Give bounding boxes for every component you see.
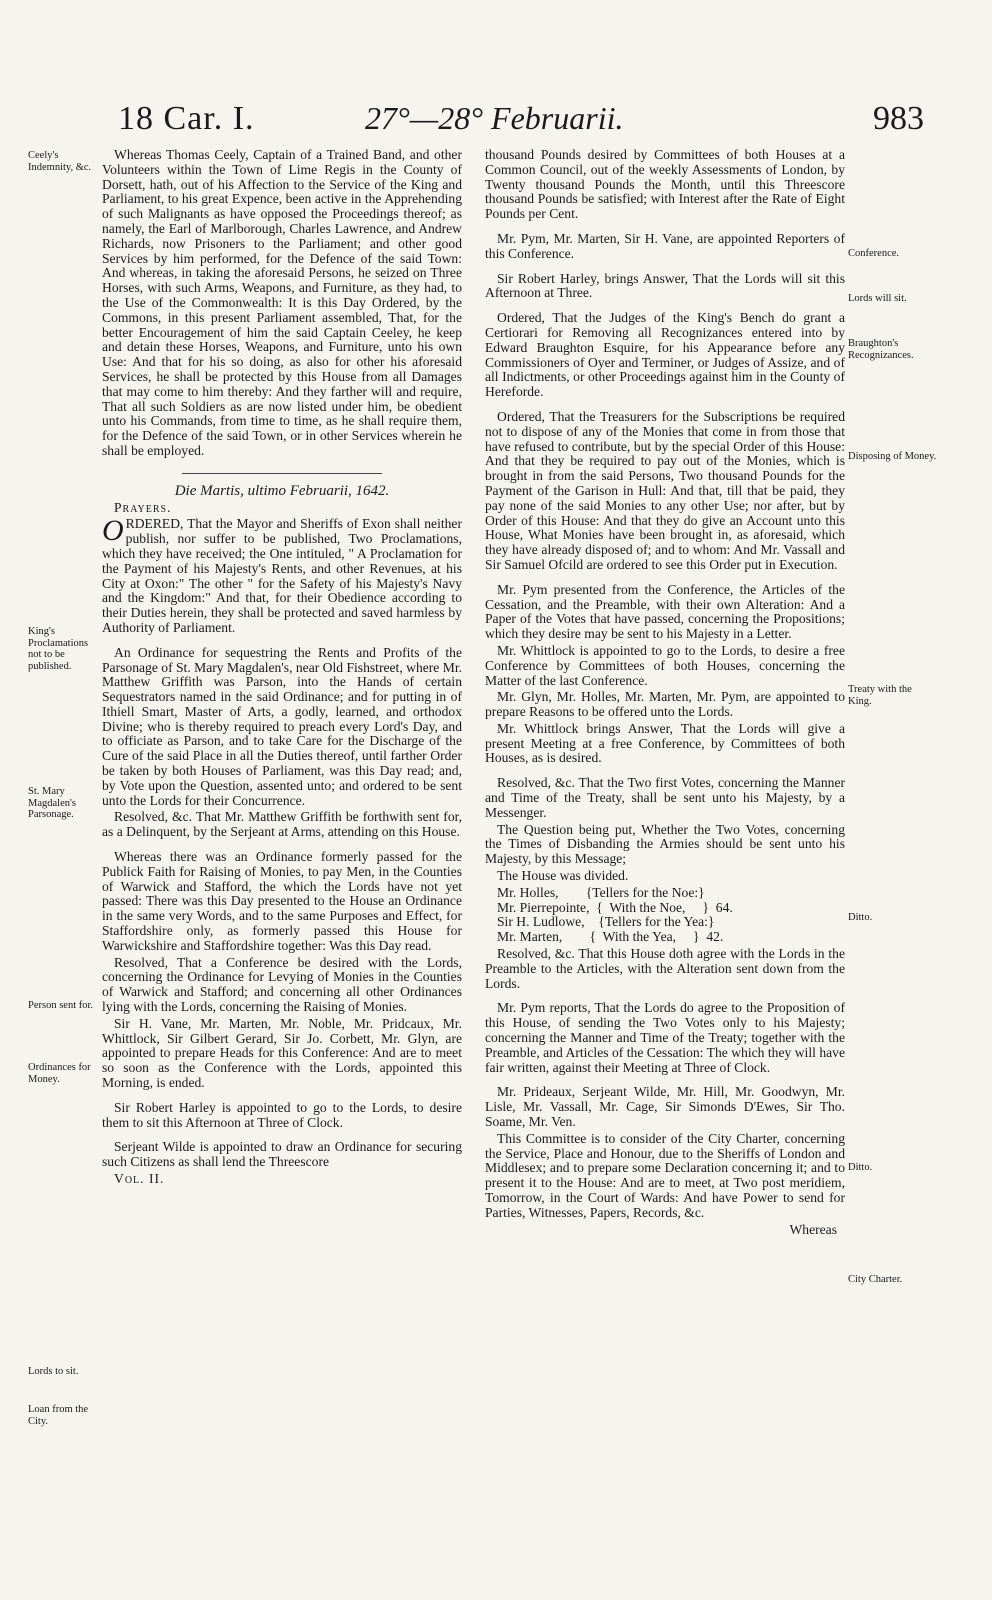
whittlock-appointed: Mr. Whittlock is appointed to go to the Lords, to desire a free Conference by Committees of both Houses, concerning the Matter of the last Conference. (485, 642, 845, 688)
prayers-heading: Prayers. (114, 499, 172, 515)
teller-line: Mr. Marten, { With the Yea, } 42. (497, 929, 724, 945)
page-header (0, 100, 992, 146)
margin-note: Ditto. (848, 912, 873, 923)
whittlock-answer: Mr. Whittlock brings Answer, That the Lords will give a present Meeting at a free Conference, by Committees of both Houses, as is desired. (485, 720, 845, 766)
wilde-paragraph: Serjeant Wilde is appointed to draw an Ordinance for securing such Citizens as shall lend the Threescore (102, 1139, 462, 1170)
heads-committee: Sir H. Vane, Mr. Marten, Mr. Noble, Mr. Pridcaux, Mr. Whittlock, Sir Gilbert Gerard, Sir Jo. Corbett, Mr. Glyn, are appointed to prepare Heads for this Conference: And are to meet so soon as the Conference with the Lords, appointed this Morning, is ended. (102, 1015, 462, 1091)
teller-line: Mr. Pierrepointe, { With the Noe, } 64. (497, 899, 733, 915)
preamble-resolution: Resolved, &c. That this House doth agree with the Lords in the Preamble to the Articles, with the Alteration sent down from the Lords. (485, 946, 845, 991)
catchword: Whereas (789, 1221, 837, 1237)
pym-conference: Mr. Pym presented from the Conference, the Articles of the Cessation, and the Preamble, with their own Alteration: And a Paper of the Votes that have passed, concerning the Propositions; which they desire may be sent to his Majesty in a Letter. (485, 581, 845, 642)
margin-note: Loan from the City. (28, 1404, 89, 1427)
margin-note: Ceely's Indemnity, &c. (28, 150, 92, 173)
certiorari-paragraph: Ordered, That the Judges of the King's Bench do grant a Certiorari for Removing all Recognizances entered into by Edward Braughton Esquire, for his Appearance before any Commissioners of Oyer and Terminer, or Judges of Assize, and of all Indictments, or other Proceedings against him in the County of Hereforde. (485, 310, 845, 400)
drop-cap: O (102, 514, 124, 548)
ceely-paragraph: Whereas Thomas Ceely, Captain of a Trained Band, and other Volunteers within the Town of Lime Regis in the County of Dorsett, hath, out of his Affection to the Service of the King and Parliament, to his great Expence, been active in the Apprehending of such Malignants as have opposed the Proceedings thereof; as namely, the Earl of Marlborough, Charles Lawrence, and Andrew Richards, now Prisoners to the Parliament; and other good Services by him performed, for the Defence of the said Town: And whereas, in taking the aforesaid Persons, he seized on Three Horses, with such Arms, Weapons, and Furniture, as they had, to the Use of the Commonwealth: It is this Day Ordered, by the Commons, in this present Parliament assembled, That, for the better Encouragement of him the said Captain Ceeley, he keep and detain these Horses, Weapons, and Furniture, unto his own Use: And that for his so doing, as also for other his aforesaid Services, he shall be protected by this House from all Damages that may come to him thereby: And they farther will and require, That all such Soldiers as are now listed under him, be obedient unto his Commands, from time to time, as he shall require them, for the Defence of the said Town, or in other Services wherein he shall be employed. (102, 147, 462, 458)
margin-note: Ditto. (848, 1162, 873, 1173)
margin-note: St. Mary Magdalen's Parsonage. (28, 786, 76, 820)
margin-note: Lords to sit. (28, 1366, 79, 1377)
date-heading: 27°—28° Februarii. (365, 100, 624, 136)
margin-note: Disposing of Money. (848, 451, 937, 462)
left-column (102, 148, 462, 1189)
page-number: 983 (873, 100, 924, 137)
margin-note: Ordinances for Money. (28, 1062, 91, 1085)
margin-note: Treaty with the King. (848, 684, 912, 707)
section-divider (182, 473, 382, 474)
tellers-block (497, 886, 845, 945)
margin-note: Lords will sit. (848, 293, 907, 304)
margin-note: Person sent for. (28, 1000, 94, 1011)
reasons-committee: Mr. Glyn, Mr. Holles, Mr. Marten, Mr. Pym, are appointed to prepare Reasons to be offered unto the Lords. (485, 689, 845, 720)
charter-paragraph: This Committee is to consider of the City Charter, concerning the Service, Place and Honour, due to the Sheriffs of London and Middlesex; and to prepare some Declaration concerning it; and to present it to the House: And are to meet, at Two post meridiem, Tomorrow, in the Court of Wards: And have Power to send for Parties, Witnesses, Papers, Records, &c. (485, 1130, 845, 1220)
division-line: The House was divided. (497, 868, 629, 884)
parsonage-paragraph: An Ordinance for sequestring the Rents and Profits of the Parsonage of St. Mary Magdalen's, near Old Fishstreet, where Mr. Matthew Griffith was Parson, into the Hands of certain Sequestrators named in the said Ordinance; and for putting in of Ithiell Smart, Master of Arts, a godly, learned, and orthodox Divine; who is thereby required to preach every Lord's Day, and to officiate as Parson, and to take Care for the Discharge of the Cure of the said Place in all the Duties thereof, until farther Order be taken by both Houses of Parliament, was this Day read; and, by Vote upon the Question, assented unto; and ordered to be sent unto the Lords for their Concurrence. (102, 644, 462, 808)
right-column (485, 148, 845, 1239)
harley-answer: Sir Robert Harley, brings Answer, That the Lords will sit this Afternoon at Three. (485, 270, 845, 301)
teller-line: Mr. Holles, {Tellers for the Noe:} (497, 884, 705, 900)
teller-line: Sir H. Ludlowe, {Tellers for the Yea:} (497, 914, 715, 930)
charter-committee: Mr. Prideaux, Serjeant Wilde, Mr. Hill, Mr. Goodwyn, Mr. Lisle, Mr. Vassall, Mr. Cage, Sir Simonds D'Ewes, Sir Tho. Soame, Mr. Ven. (485, 1084, 845, 1130)
loan-continued: thousand Pounds desired by Committees of both Houses at a Common Council, out of the weekly Assessments of London, by Twenty thousand Pounds the Month, until this Threescore thousand Pounds be satisfied; with Interest after the Rate of Eight Pounds per Cent. (485, 147, 845, 222)
regnal-year: 18 Car. I. (118, 100, 255, 137)
harley-paragraph: Sir Robert Harley is appointed to go to the Lords, to desire them to sit this Afternoon at Three of Clock. (102, 1099, 462, 1130)
question-paragraph: The Question being put, Whether the Two Votes, concerning the Times of Disbanding the Armies should be sent unto his Majesty, by this Message; (485, 821, 845, 867)
treasurers-paragraph: Ordered, That the Treasurers for the Subscriptions be required not to dispose of any of the Monies that come in from those that have refused to contribute, but by the special Order of this House: And that they be required to pay out of the Monies, which is brought in from the said Persons, Two thousand Pounds for the Payment of the Garison in Hull: And that, till that be paid, they pay none of the said Monies to any other Use; nor after, but by Order of this House: And that they do give an Account unto this House, What Monies have been brought in, as aforesaid, which they have already disposed of; and to whom: And Mr. Vassall and Sir Samuel Ofcild are ordered to see this Order put in Execution. (485, 408, 845, 572)
margin-note: City Charter. (848, 1274, 903, 1285)
margin-note: King's Proclamations not to be published. (28, 626, 89, 672)
ordinance-paragraph: Whereas there was an Ordinance formerly passed for the Publick Faith for Raising of Monies, to pay Men, in the Counties of Warwick and Stafford, the which the Lords have not yet passed: There was this Day presented to the House an Ordinance in the same very Words, and to the same Purposes and Effect, for Staffordshire only, as formerly passed this House for Warwickshire and Staffordshire together: Was this Day read. (102, 849, 462, 953)
conference-resolution: Resolved, That a Conference be desired with the Lords, concerning the Ordinance for Levying of Monies in the Counties of Warwick and Stafford; and concerning all other Ordinances lying with the Lords, concerning the Raising of Monies. (102, 954, 462, 1015)
margin-note: Conference. (848, 248, 900, 259)
proclamations-paragraph: RDERED, That the Mayor and Sheriffs of Exon shall neither publish, nor suffer to be published, Two Proclamations, which they have received; the One intituled, " A Proclamation for the Payment of his Majesty's Rents, and other Revenues, at his City at Oxon:" The other " for the Safety of his Majesty's Navy and the Kingdom:" And that, for their Obedience according to their Duties herein, they shall be protected and saved harmless by Authority of Parliament. (102, 516, 462, 635)
day-heading: Die Martis, ultimo Februarii, 1642. (174, 482, 390, 499)
volume-signature: Vol. II. (114, 1171, 165, 1186)
reporters-paragraph: Mr. Pym, Mr. Marten, Sir H. Vane, are appointed Reporters of this Conference. (485, 230, 845, 261)
two-votes-resolution: Resolved, &c. That the Two first Votes, concerning the Manner and Time of the Treaty, shall be sent unto his Majesty, by a Messenger. (485, 775, 845, 820)
griffith-paragraph: Resolved, &c. That Mr. Matthew Griffith be forthwith sent for, as a Delinquent, by the Serjeant at Arms, attending on this House. (102, 809, 462, 840)
margin-note: Braughton's Recognizances. (848, 338, 914, 361)
pym-reports: Mr. Pym reports, That the Lords do agree to the Proposition of this House, of sending the Two Votes only to his Majesty; concerning the Manner and Time of the Treaty; together with the Preamble, and Articles of the Cessation: The which they will have fair written, against their Meeting at Three of Clock. (485, 1000, 845, 1075)
